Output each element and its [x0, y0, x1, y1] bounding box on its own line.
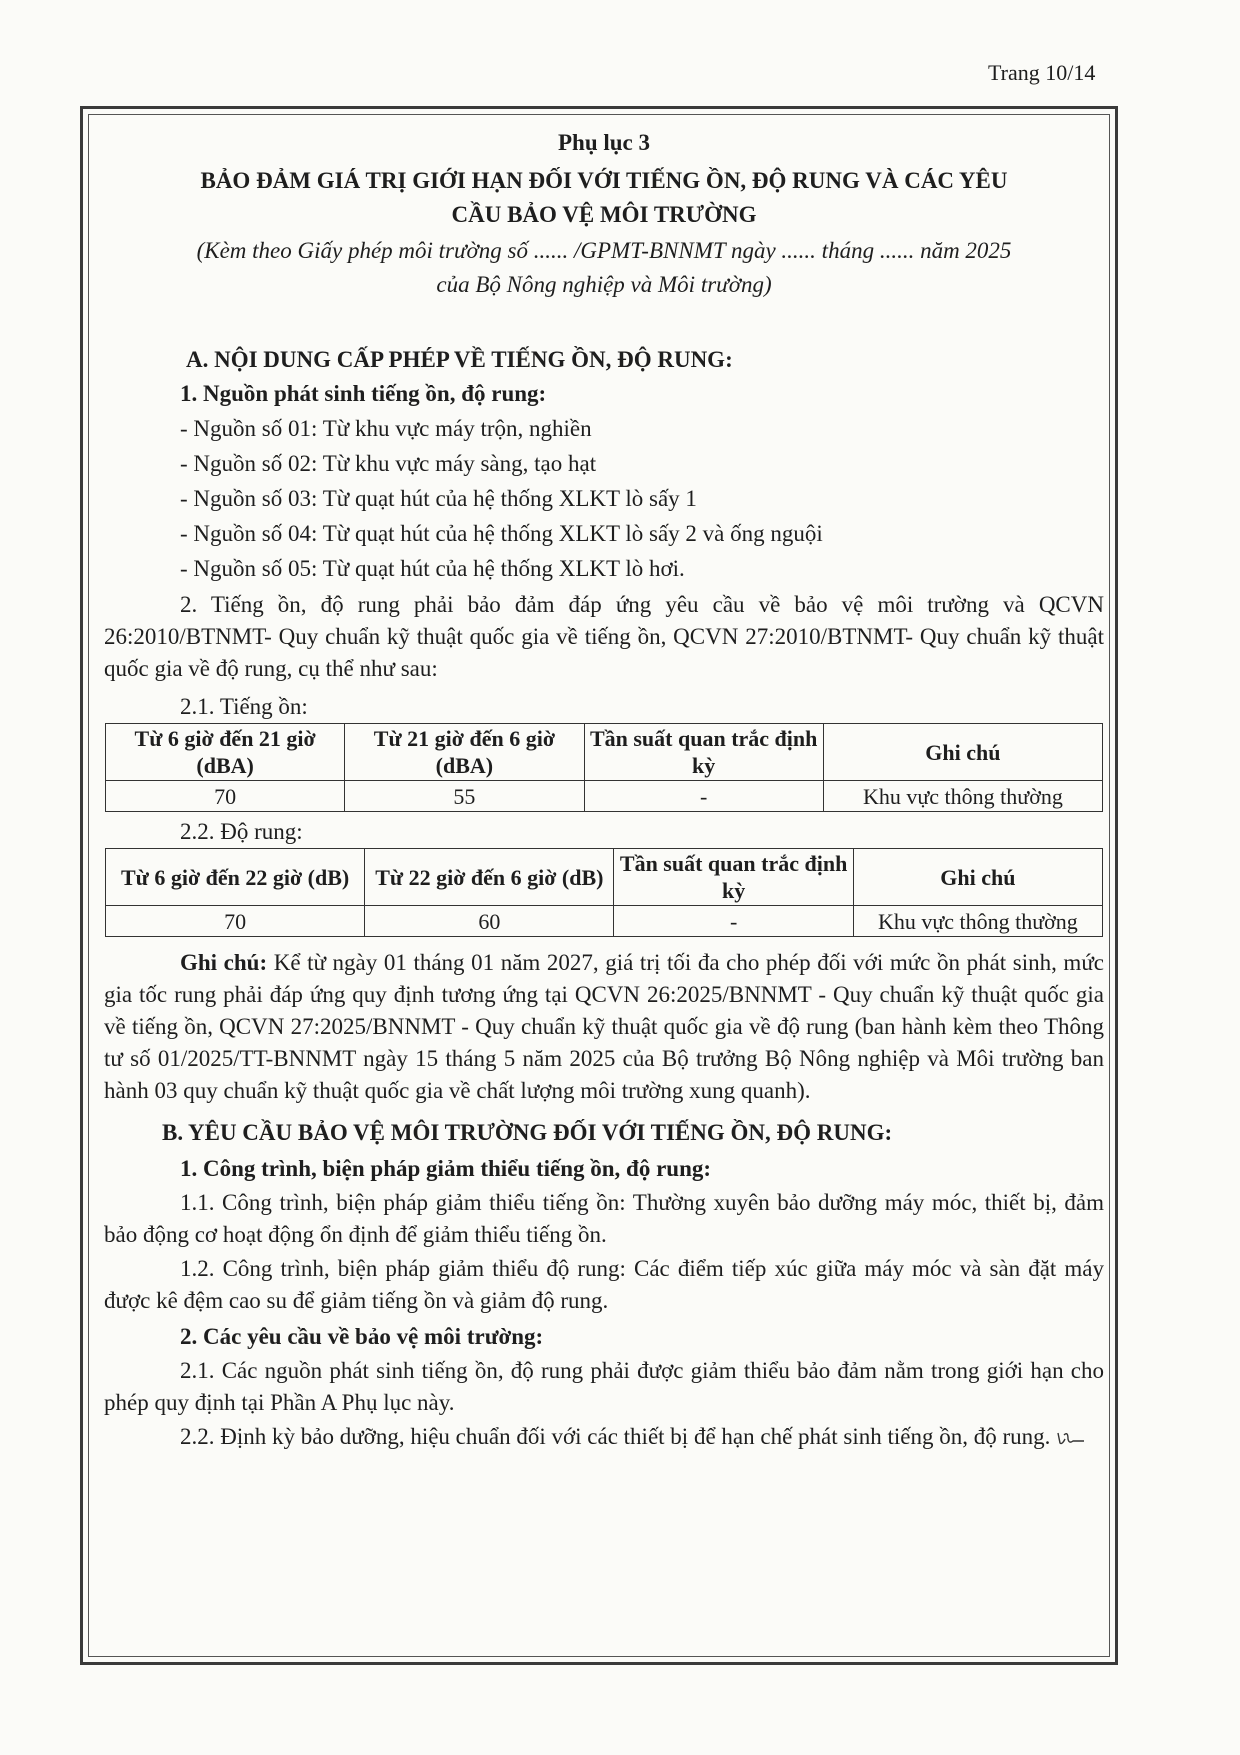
table-cell: 70 — [106, 781, 345, 812]
table-cell: 55 — [345, 781, 584, 812]
section-b-sub1-heading: 1. Công trình, biện pháp giảm thiểu tiếng ồn, độ rung: — [180, 1156, 712, 1181]
table-cell: 70 — [106, 906, 365, 937]
paragraph-2-1: 2.1. Các nguồn phát sinh tiếng ồn, độ rung phải được giảm thiểu bảo đảm nằm trong giới hạn cho phép quy định tại Phần A Phụ lục này. — [104, 1358, 1104, 1415]
initials-signature — [1056, 1429, 1086, 1447]
table-header-cell: Từ 22 giờ đến 6 giờ (dB) — [365, 849, 614, 906]
paragraph-2: 2. Tiếng ồn, độ rung phải bảo đảm đáp ứng yêu cầu về bảo vệ môi trường và QCVN 26:2010/BTNMT- Quy chuẩn kỹ thuật quốc gia về tiếng ồn, QCVN 27:2010/BTNMT- Quy chuẩn kỹ thuật quốc gia về độ rung, cụ thể như sau: — [104, 592, 1104, 681]
table-cell: - — [614, 906, 853, 937]
subtitle-line2: của Bộ Nông nghiệp và Môi trường) — [436, 272, 772, 297]
main-title-line1: BẢO ĐẢM GIÁ TRỊ GIỚI HẠN ĐỐI VỚI TIẾNG ỒN, ĐỘ RUNG VÀ CÁC YÊU — [200, 168, 1008, 193]
section-b-heading: B. YÊU CẦU BẢO VỆ MÔI TRƯỜNG ĐỐI VỚI TIẾNG ỒN, ĐỘ RUNG: — [162, 1120, 893, 1145]
document-content — [104, 126, 1104, 1453]
paragraph-2-2-text: 2.2. Định kỳ bảo dưỡng, hiệu chuẩn đối với các thiết bị để hạn chế phát sinh tiếng ồn, độ rung. — [180, 1424, 1051, 1449]
page-number: Trang 10/14 — [988, 60, 1096, 85]
table-header-cell: Ghi chú — [823, 724, 1102, 781]
list-item: - Nguồn số 01: Từ khu vực máy trộn, nghiền — [180, 416, 592, 441]
note-text: Kể từ ngày 01 tháng 01 năm 2027, giá trị tối đa cho phép đối với mức ồn phát sinh, mức gia tốc rung phải đáp ứng quy định tương ứng tại QCVN 26:2025/BNNMT - Quy chuẩn kỹ thuật quốc gia về tiếng ồn, QCVN 27:2025/BNNMT - Quy chuẩn kỹ thuật quốc gia về độ rung (ban hành kèm theo Thông tư số 01/2025/TT-BNNMT ngày 15 tháng 5 năm 2025 của Bộ trưởng Bộ Nông nghiệp và Môi trường ban hành 03 quy chuẩn kỹ thuật quốc gia về chất lượng môi trường xung quanh). — [104, 950, 1104, 1103]
list-item: - Nguồn số 03: Từ quạt hút của hệ thống XLKT lò sấy 1 — [180, 486, 697, 511]
table-cell: 60 — [365, 906, 614, 937]
table-header-cell: Tần suất quan trắc định kỳ — [584, 724, 823, 781]
list-item: - Nguồn số 04: Từ quạt hút của hệ thống XLKT lò sấy 2 và ống nguội — [180, 521, 823, 546]
table-header-row — [106, 724, 1103, 781]
table-header-cell: Ghi chú — [853, 849, 1102, 906]
table-cell: - — [584, 781, 823, 812]
vibration-table — [105, 848, 1103, 937]
table-header-cell: Từ 6 giờ đến 22 giờ (dB) — [106, 849, 365, 906]
noise-label: 2.1. Tiếng ồn: — [180, 694, 308, 719]
main-title-line2: CẦU BẢO VỆ MÔI TRƯỜNG — [451, 202, 757, 227]
table-row — [106, 906, 1103, 937]
subtitle-line1: (Kèm theo Giấy phép môi trường số ...... /GPMT-BNNMT ngày ...... tháng ...... năm 2025 — [196, 238, 1012, 263]
table-row — [106, 781, 1103, 812]
noise-table — [105, 723, 1103, 812]
note-label: Ghi chú: — [180, 950, 268, 975]
paragraph-1-2: 1.2. Công trình, biện pháp giảm thiểu độ rung: Các điểm tiếp xúc giữa máy móc và sàn đặt máy được kê đệm cao su để giảm tiếng ồn và giảm độ rung. — [104, 1256, 1104, 1313]
section-a-sub1-heading: 1. Nguồn phát sinh tiếng ồn, độ rung: — [180, 381, 547, 406]
source-list — [104, 413, 1104, 585]
table-header-row — [106, 849, 1103, 906]
paragraph-1-1: 1.1. Công trình, biện pháp giảm thiểu tiếng ồn: Thường xuyên bảo dưỡng máy móc, thiết bị, đảm bảo động cơ hoạt động ổn định để giảm thiểu tiếng ồn. — [104, 1190, 1104, 1247]
table-cell: Khu vực thông thường — [853, 906, 1102, 937]
table-cell: Khu vực thông thường — [823, 781, 1102, 812]
section-a-heading: A. NỘI DUNG CẤP PHÉP VỀ TIẾNG ỒN, ĐỘ RUNG: — [186, 347, 733, 372]
vibration-label: 2.2. Độ rung: — [180, 819, 303, 844]
note-paragraph — [104, 947, 1104, 1107]
table-header-cell: Từ 6 giờ đến 21 giờ (dBA) — [106, 724, 345, 781]
table-header-cell: Từ 21 giờ đến 6 giờ (dBA) — [345, 724, 584, 781]
list-item: - Nguồn số 02: Từ khu vực máy sàng, tạo hạt — [180, 451, 597, 476]
appendix-title: Phụ lục 3 — [557, 130, 651, 155]
section-b-sub2-heading: 2. Các yêu cầu về bảo vệ môi trường: — [180, 1324, 544, 1349]
table-header-cell: Tần suất quan trắc định kỳ — [614, 849, 853, 906]
list-item: - Nguồn số 05: Từ quạt hút của hệ thống XLKT lò hơi. — [180, 556, 685, 581]
paragraph-2-2 — [104, 1421, 1104, 1453]
